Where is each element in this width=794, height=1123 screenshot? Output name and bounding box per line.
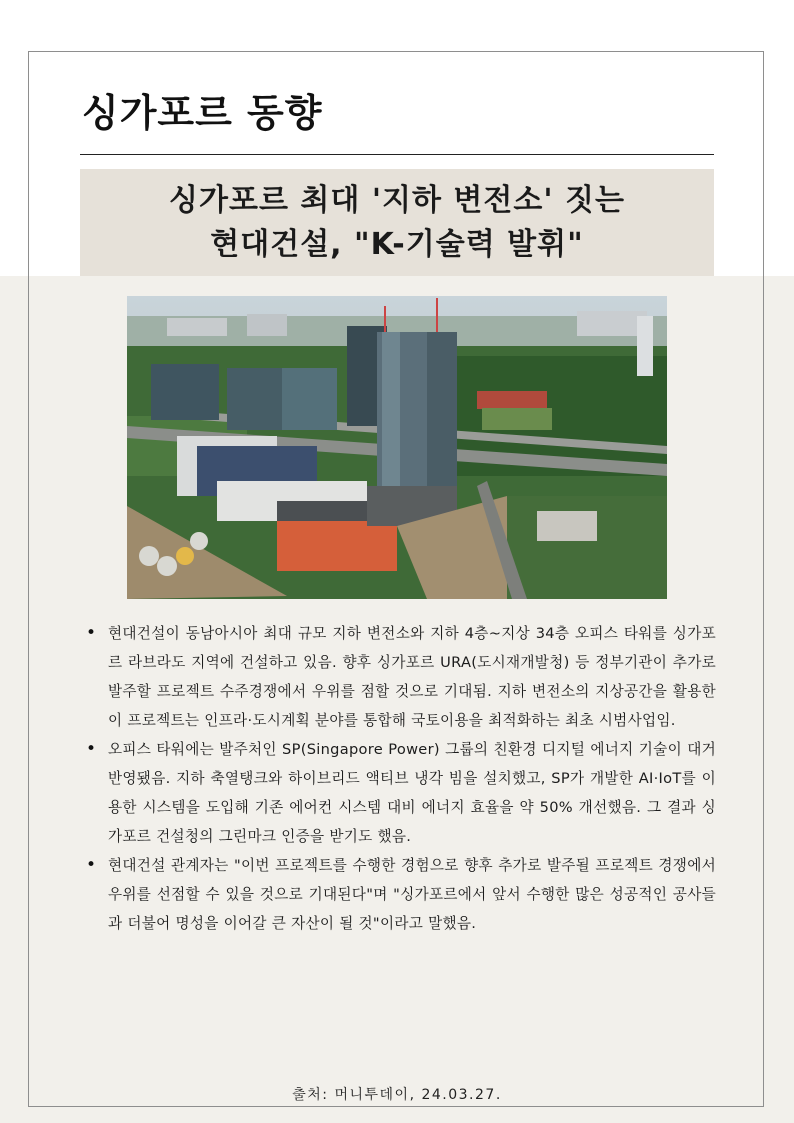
headline-line-2: 현대건설, "K-기술력 발휘" (210, 226, 584, 262)
bullet-item-3: • 현대건설 관계자는 "이번 프로젝트를 수행한 경험으로 향후 추가로 발주될 프로젝트 경쟁에서 우위를 선점할 수 있을 것으로 기대된다"며 "싱가포르에서 앞서 수행한 많은 성공적인 공사들과 더불어 명성을 이어갈 큰 자산이 될 것"이라고 말했음. (86, 851, 716, 938)
aerial-city-construction-photo-icon (127, 296, 667, 599)
bullet-item-1: • 현대건설이 동남아시아 최대 규모 지하 변전소와 지하 4층~지상 34층 오피스 타워를 싱가포르 라브라도 지역에 건설하고 있음. 향후 싱가포르 URA(도시재개발청) 등 정부기관이 추가로 발주할 프로젝트 수주경쟁에서 우위를 점할 것으로 기대됨. 지하 변전소의 지상공간을 활용한 이 프로젝트는 인프라·도시계획 분야를 통합해 국토이용을 최적화하는 최초 시범사업임. (86, 619, 716, 735)
title-divider (80, 154, 714, 155)
section-title: 싱가포르 동향 (82, 91, 323, 135)
source-citation: 출처: 머니투데이, 24.03.27. (292, 1087, 502, 1103)
headline-line-1: 싱가포르 최대 '지하 변전소' 짓는 (169, 182, 625, 218)
headline-box (80, 169, 714, 276)
article-photo (127, 296, 667, 599)
article-bullet-list (86, 619, 716, 938)
bullet-item-2: • 오피스 타워에는 발주처인 SP(Singapore Power) 그룹의 친환경 디지털 에너지 기술이 대거 반영됐음. 지하 축열탱크와 하이브리드 액티브 냉각 빔을 설치했고, SP가 개발한 AI·IoT를 이용한 시스템을 도입해 기존 에어컨 시스템 대비 에너지 효율을 약 50% 개선했음. 그 결과 싱가포르 건설청의 그린마크 인증을 받기도 했음. (86, 735, 716, 851)
